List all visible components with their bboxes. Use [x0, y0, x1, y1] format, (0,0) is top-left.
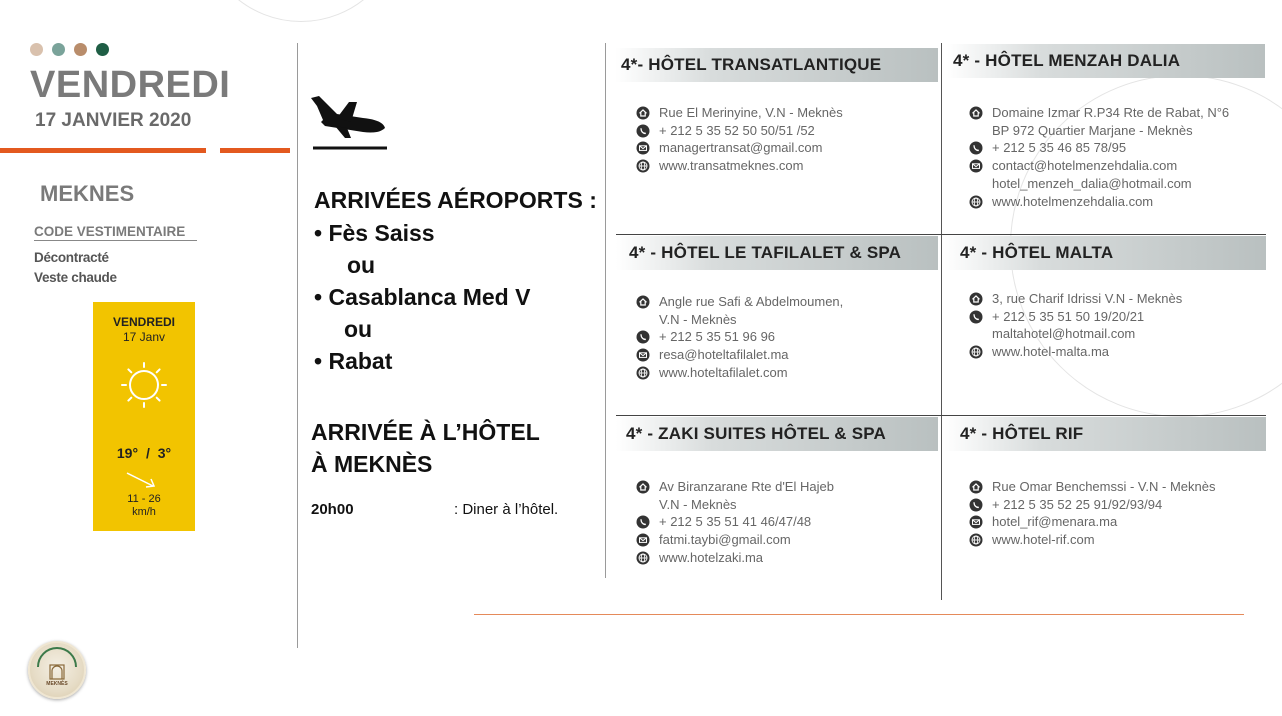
bullet: • [314, 348, 323, 374]
mail-icon [969, 515, 983, 529]
airport-name: Fès Saiss [328, 220, 435, 246]
separator-or: ou [347, 252, 376, 278]
hotel-name-bar: 4* - HÔTEL LE TAFILALET & SPA [616, 236, 938, 270]
page-date: 17 JANVIER 2020 [35, 110, 192, 131]
hotel-email[interactable]: hotel_menzeh_dalia@hotmail.com [992, 175, 1192, 191]
accent-bar [0, 148, 206, 153]
phone-icon [969, 498, 983, 512]
hotel-name-bar: 4*- HÔTEL TRANSATLANTIQUE [615, 48, 938, 82]
logo-text: MEKNÈS [46, 681, 68, 687]
hotel-address: Rue Omar Benchemssi - V.N - Meknès [992, 479, 1216, 494]
weather-temp [93, 445, 195, 461]
hotel-info [636, 104, 843, 175]
bottom-divider [474, 614, 1244, 615]
hotel-phone: + 212 5 35 51 41 46/47/48 [659, 514, 812, 530]
hotel-email[interactable]: maltahotel@hotmail.com [992, 326, 1136, 342]
hotel-website[interactable]: www.transatmeknes.com [659, 158, 804, 174]
hotel-grid-line [616, 415, 1266, 416]
phone-icon [636, 330, 650, 344]
hotel-phone: + 212 5 35 51 96 96 [659, 329, 776, 345]
hotel-email[interactable]: managertransat@gmail.com [659, 140, 823, 156]
meknes-logo [28, 641, 86, 699]
weather-date: 17 Janv [122, 330, 166, 344]
hotel-address: Domaine Izmar R.P34 Rte de Rabat, N°6 [992, 105, 1230, 120]
weather-card [93, 302, 195, 531]
sun-icon [115, 356, 173, 414]
page-title: VENDREDI [30, 64, 231, 106]
hotel-website[interactable]: www.hotelzaki.ma [659, 549, 764, 565]
hotel-website[interactable]: www.hotelmenzehdalia.com [992, 193, 1154, 209]
column-divider [605, 43, 606, 578]
globe-icon [969, 195, 983, 209]
arrivals-title: ARRIVÉES AÉROPORTS : [314, 187, 597, 213]
plane-landing-icon [307, 92, 389, 152]
color-dot [96, 43, 109, 56]
airport-item [314, 348, 392, 375]
airport-name: Casablanca Med V [328, 284, 531, 310]
home-icon [636, 480, 650, 494]
phone-icon [636, 515, 650, 529]
hotel-info [636, 293, 843, 382]
hotel-phone: + 212 5 35 52 50 50/51 /52 [659, 122, 815, 138]
hotel-grid-divider [941, 43, 942, 600]
hotel-address: BP 972 Quartier Marjane - Meknès [992, 122, 1193, 138]
home-icon [636, 295, 650, 309]
hotel-email[interactable]: fatmi.taybi@gmail.com [659, 532, 791, 548]
globe-icon [636, 159, 650, 173]
hotel-info [636, 478, 834, 567]
schedule-time: 20h00 [311, 501, 354, 518]
mail-icon [969, 159, 983, 173]
hotel-address: 3, rue Charif Idrissi V.N - Meknès [992, 291, 1183, 306]
globe-icon [636, 551, 650, 565]
accent-bar [220, 148, 290, 153]
airport-item [314, 284, 530, 311]
hotel-website[interactable]: www.hotel-malta.ma [992, 344, 1110, 360]
temp-high: 19° [116, 445, 139, 461]
hotel-arrival-title [311, 416, 540, 480]
wind-range: 11 - 26 [127, 493, 161, 505]
color-dot [74, 43, 87, 56]
hotel-address: Rue El Merinyine, V.N - Meknès [659, 105, 843, 120]
hotel-address: V.N - Meknès [659, 496, 737, 512]
separator-or: ou [344, 316, 373, 342]
home-icon [969, 106, 983, 120]
bullet: • [314, 284, 323, 310]
hotel-address: Angle rue Safi & Abdelmoumen, [659, 294, 844, 309]
color-dot [52, 43, 65, 56]
schedule-activity: : Diner à l’hôtel. [454, 501, 559, 518]
globe-icon [969, 345, 983, 359]
hotel-info [969, 104, 1229, 210]
hotel-email[interactable]: resa@hoteltafilalet.ma [659, 347, 789, 363]
wind-arrow-icon [123, 469, 163, 491]
phone-icon [969, 310, 983, 324]
hotel-phone: + 212 5 35 51 50 19/20/21 [992, 308, 1145, 324]
home-icon [636, 106, 650, 120]
home-icon [969, 292, 983, 306]
hotel-arrival-line: ARRIVÉE À L’HÔTEL [311, 419, 540, 445]
hotel-email[interactable]: contact@hotelmenzehdalia.com [992, 158, 1178, 174]
wind-unit: km/h [132, 506, 156, 518]
home-icon [969, 480, 983, 494]
hotel-name-bar: 4* - HÔTEL RIF [944, 417, 1266, 451]
hotel-phone: + 212 5 35 46 85 78/95 [992, 140, 1127, 156]
color-dots [30, 43, 109, 56]
hotel-email[interactable]: hotel_rif@menara.ma [992, 514, 1118, 530]
phone-icon [636, 124, 650, 138]
bullet: • [314, 220, 323, 246]
decorative-circle-top [200, 0, 402, 22]
hotel-info [969, 290, 1182, 361]
globe-icon [969, 533, 983, 547]
hotel-website[interactable]: www.hotel-rif.com [992, 532, 1095, 548]
hotel-address: V.N - Meknès [659, 311, 737, 327]
dress-code-line: Veste chaude [34, 270, 117, 285]
dress-code-line: Décontracté [34, 250, 109, 265]
dress-code-title: CODE VESTIMENTAIRE [34, 224, 197, 241]
wind-speed [93, 493, 195, 519]
color-dot [30, 43, 43, 56]
airport-name: Rabat [328, 348, 393, 374]
hotel-phone: + 212 5 35 52 25 91/92/93/94 [992, 496, 1163, 512]
column-divider [297, 43, 298, 648]
airport-item [314, 220, 435, 247]
hotel-name-bar: 4* - HÔTEL MALTA [944, 236, 1266, 270]
mail-icon [636, 348, 650, 362]
temp-low: 3° [157, 445, 172, 461]
hotel-grid-line [616, 234, 1266, 235]
mail-icon [636, 141, 650, 155]
hotel-name-bar: 4* - HÔTEL MENZAH DALIA [947, 44, 1265, 78]
city-name: MEKNES [40, 181, 135, 206]
weather-day: VENDREDI [112, 315, 175, 329]
mail-icon [636, 533, 650, 547]
temp-separator: / [145, 445, 150, 461]
hotel-info [969, 478, 1215, 549]
hotel-name-bar: 4* - ZAKI SUITES HÔTEL & SPA [616, 417, 938, 451]
hotel-arrival-line: À MEKNÈS [311, 451, 433, 477]
globe-icon [636, 366, 650, 380]
hotel-website[interactable]: www.hoteltafilalet.com [659, 364, 788, 380]
phone-icon [969, 141, 983, 155]
hotel-address: Av Biranzarane Rte d'El Hajeb [659, 479, 834, 494]
